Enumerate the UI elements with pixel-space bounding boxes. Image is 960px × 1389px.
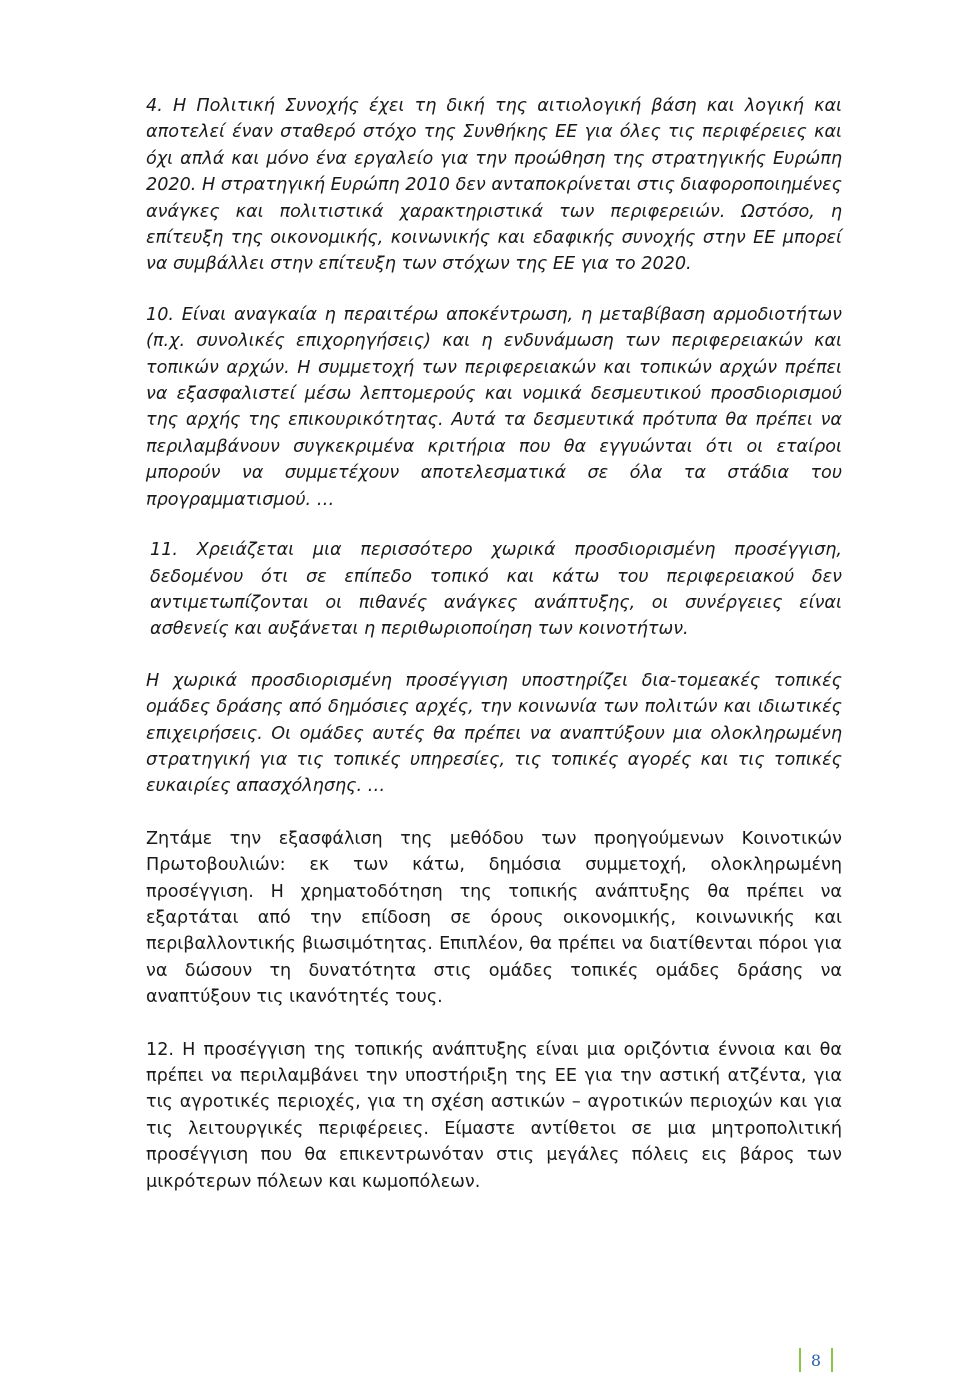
paragraph-4: 4. Η Πολιτική Συνοχής έχει τη δική της αιτιολογική βάση και λογική και αποτελεί έναν σταθερό στόχο της Συνθήκης ΕΕ για όλες τις περιφέρειες και όχι απλά και μόνο ένα εργαλείο για την προώθηση της στρατηγικής Ευρώπη 2020. Η στρατηγική Ευρώπη 2010 δεν ανταποκρίνεται στις διαφοροποιημένες ανάγκες και πολιτιστικά χαρακτηριστικά των περιφερειών. Ωστόσο, η επίτευξη της οικονομικής, κοινωνικής και εδαφικής συνοχής στην ΕΕ μπορεί να συμβάλλει στην επίτευξη των στόχων της ΕΕ για το 2020.: [146, 96, 842, 275]
page-number-box: [795, 1345, 837, 1375]
paragraph-12: 12. Η προσέγγιση της τοπικής ανάπτυξης είναι μια οριζόντια έννοια και θα πρέπει να περιλαμβάνει την υποστήριξη της ΕΕ για την αστική ατζέντα, για τις αγροτικές περιοχές, για τη σχέση αστικών – αγροτικών περιοχών και για τις λειτουργικές περιφέρειες. Είμαστε αντίθετοι σε μια μητροπολιτική προσέγγιση που θα επικεντρωνόταν στις μεγάλες πόλεις εις βάρος των μικρότερων πόλεων και κωμοπόλεων.: [146, 1039, 842, 1192]
paragraph-local-approach: Η χωρικά προσδιορισμένη προσέγγιση υποστηρίζει δια-τομεακές τοπικές ομάδες δράσης από δημόσιες αρχές, την κοινωνία των πολιτών και ιδιωτικές επιχειρήσεις. Οι ομάδες αυτές θα πρέπει να αναπτύξουν μια ολοκληρωμένη στρατηγική για τις τοπικές υπηρεσίες, τις τοπικές αγορές και τις τοπικές ευκαιρίες απασχόλησης. …: [146, 670, 842, 797]
paragraph-10: 10. Είναι αναγκαία η περαιτέρω αποκέντρωση, η μεταβίβαση αρμοδιοτήτων (π.χ. συνολικές επιχορηγήσεις) και η ενδυνάμωση των περιφερειακών και τοπικών αρχών. Η συμμετοχή των περιφερειακών και τοπικών αρχών πρέπει να εξασφαλιστεί μέσω λεπτομερούς και νομικά δεσμευτικού προσδιορισμού της αρχής της επικουρικότητας. Αυτά τα δεσμευτικά πρότυπα θα πρέπει να περιλαμβάνουν συγκεκριμένα κριτήρια που θα εγγυώνται ότι οι εταίροι μπορούν να συμμετέχουν αποτελεσματικά σε όλα τα στάδια του προγραμματισμού. …: [146, 304, 842, 510]
paragraph-community-initiatives: Ζητάμε την εξασφάλιση της μεθόδου των προηγούμενων Κοινοτικών Πρωτοβουλιών: εκ των κάτω, δημόσια συμμετοχή, ολοκληρωμένη προσέγγιση. Η χρηματοδότηση της τοπικής ανάπτυξης θα πρέπει να εξαρτάται από την επίδοση σε όρους οικονομικής, κοινωνικής και περιβαλλοντικής βιωσιμότητας. Επιπλέον, θα πρέπει να διατίθενται πόροι για να δώσουν τη δυνατότητα στις ομάδες τοπικές ομάδες δράσης να αναπτύξουν τις ικανότητές τους.: [146, 828, 842, 1008]
page-number: 8: [810, 1350, 822, 1370]
paragraph-11: 11. Χρειάζεται μια περισσότερο χωρικά προσδιορισμένη προσέγγιση, δεδομένου ότι σε επίπεδο τοπικό και κάτω του περιφερειακού δεν αντιμετωπίζονται οι πιθανές ανάγκες ανάπτυξης, οι συνέργειες είναι ασθενείς και αυξάνεται η περιθωριοποίηση των κοινοτήτων.: [150, 540, 842, 640]
left-accent-bar: [799, 1348, 801, 1372]
document-body: [146, 93, 842, 1195]
right-accent-bar: [831, 1348, 833, 1372]
